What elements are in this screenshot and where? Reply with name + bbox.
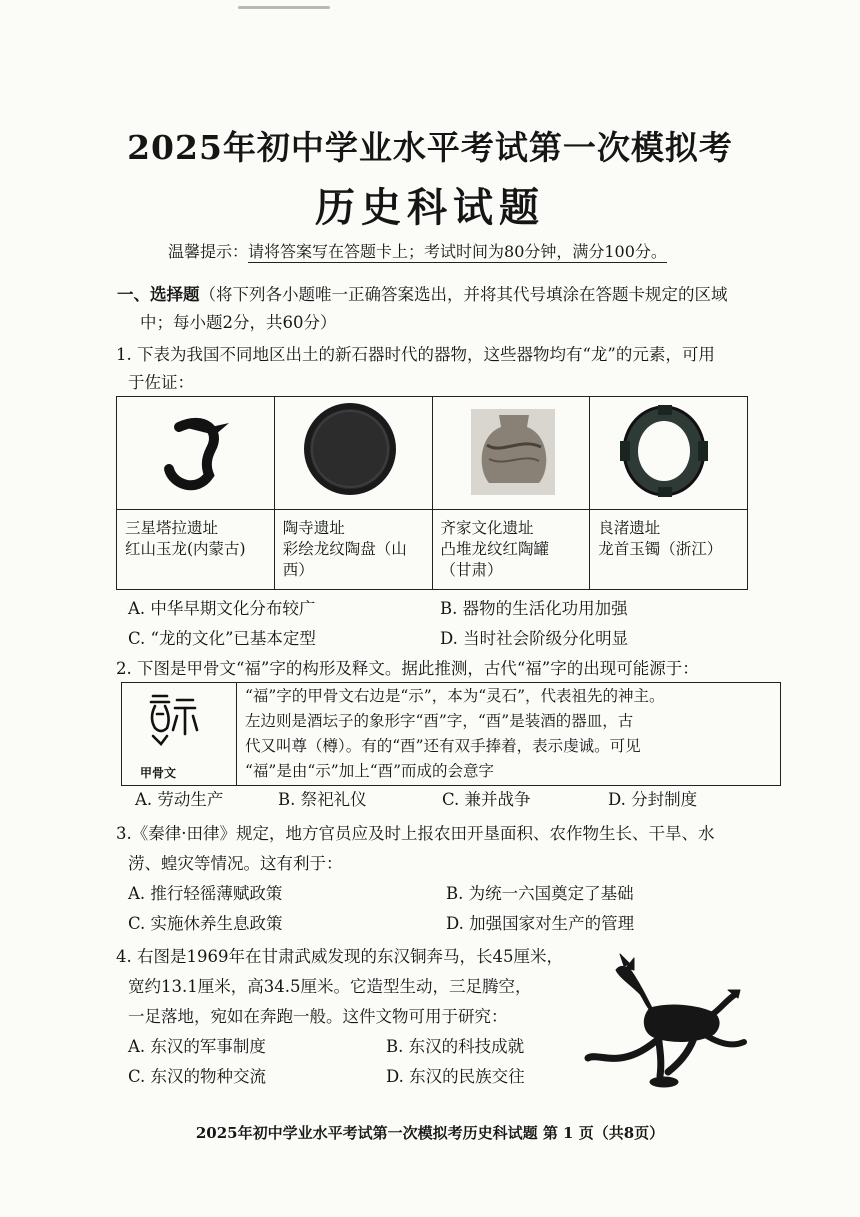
q1-caption-1 xyxy=(117,510,275,590)
tip-label: 温馨提示： xyxy=(168,242,249,261)
q1-caption-2-item: 彩绘龙纹陶盘（山 xyxy=(282,540,407,558)
oracle-bone-fu-glyph xyxy=(123,684,235,764)
scan-mark xyxy=(238,6,330,9)
q2-option-c: C. 兼并战争 xyxy=(442,790,531,809)
q1-cell-image-2 xyxy=(274,397,432,510)
q2-stem: 2. 下图是甲骨文“福”字的构形及释文。据此推测，古代“福”字的出现可能源于： xyxy=(116,659,699,678)
section-instruction-1: （将下列各小题唯一正确答案选出，并将其代号填涂在答题卡规定的区域 xyxy=(199,285,728,304)
q4-stem-line1: 4. 右图是1969年在甘肃武威发现的东汉铜奔马，长45厘米， xyxy=(116,947,563,966)
q3-stem-line2: 涝、蝗灾等情况。这有利于： xyxy=(128,854,343,873)
page-footer: 2025年初中学业水平考试第一次模拟考历史科试题 第 1 页（共8页） xyxy=(195,1124,665,1142)
q3-option-d: D. 加强国家对生产的管理 xyxy=(446,914,635,933)
q2-oracle-table xyxy=(121,682,781,786)
section-heading xyxy=(117,283,728,307)
q1-option-c: C. “龙的文化”已基本定型 xyxy=(128,629,316,648)
q1-option-d: D. 当时社会阶级分化明显 xyxy=(440,629,629,648)
q1-caption-2 xyxy=(274,510,432,590)
q4-option-d: D. 东汉的民族交往 xyxy=(386,1067,525,1086)
q1-caption-3-site: 齐家文化遗址 xyxy=(440,519,534,537)
q1-artifact-table xyxy=(116,396,748,590)
q3-option-b: B. 为统一六国奠定了基础 xyxy=(446,884,634,903)
q1-caption-2-region: 西） xyxy=(282,561,314,579)
q3-option-a: A. 推行轻徭薄赋政策 xyxy=(128,884,283,903)
q2-glyph-caption: 甲骨文 xyxy=(140,766,177,780)
q4-option-b: B. 东汉的科技成就 xyxy=(386,1037,525,1056)
q2-explanation xyxy=(237,683,781,786)
q1-cell-image-3 xyxy=(432,397,590,510)
q2-option-d: D. 分封制度 xyxy=(608,790,698,809)
q2-text-line: 代又叫尊（樽）。有的“酉”还有双手捧着，表示虔诚。可见 xyxy=(245,737,641,755)
bronze-galloping-horse-image xyxy=(580,950,750,1100)
q1-caption-4-site: 良渚遗址 xyxy=(598,519,661,537)
q1-stem-line1: 1. 下表为我国不同地区出土的新石器时代的器物，这些器物均有“龙”的元素，可用 xyxy=(116,345,715,364)
q1-caption-4-item: 龙首玉镯（浙江） xyxy=(598,540,723,558)
q2-option-a: A. 劳动生产 xyxy=(135,790,224,809)
q1-caption-3-item: 凸堆龙纹红陶罐 xyxy=(440,540,550,558)
q3-option-c: C. 实施休养生息政策 xyxy=(128,914,283,933)
q1-caption-1-site: 三星塔拉遗址 xyxy=(125,519,219,537)
q1-caption-3 xyxy=(432,510,590,590)
q3-stem-line1: 3.《秦律·田律》规定，地方官员应及时上报农田开垦面积、农作物生长、干旱、水 xyxy=(116,824,715,843)
q4-option-a: A. 东汉的军事制度 xyxy=(128,1037,266,1056)
jade-dragon-image xyxy=(117,397,277,509)
q4-stem-line3: 一足落地，宛如在奔跑一般。这件文物可用于研究： xyxy=(128,1007,508,1026)
exam-subtitle: 历史科试题 xyxy=(315,184,545,231)
jade-bracelet-image xyxy=(590,397,750,509)
q2-text-line: “福”是由“示”加上“酉”而成的会意字 xyxy=(245,762,495,780)
exam-title: 2025年初中学业水平考试第一次模拟考 xyxy=(127,128,733,167)
q4-stem-line2: 宽约13.1厘米，高34.5厘米。它造型生动，三足腾空， xyxy=(128,977,532,996)
q1-option-b: B. 器物的生活化功用加强 xyxy=(440,599,628,618)
q1-caption-2-site: 陶寺遗址 xyxy=(282,519,345,537)
q1-cell-image-1 xyxy=(117,397,275,510)
painted-plate-image xyxy=(275,397,435,509)
q1-option-a: A. 中华早期文化分布较广 xyxy=(128,599,316,618)
q4-option-c: C. 东汉的物种交流 xyxy=(128,1067,267,1086)
q1-cell-image-4 xyxy=(590,397,748,510)
q2-option-b: B. 祭祀礼仪 xyxy=(278,790,367,809)
q2-text-line: “福”字的甲骨文右边是“示”，本为“灵石”，代表祖先的神主。 xyxy=(245,687,665,705)
section-instruction-2: 中；每小题2分，共60分） xyxy=(140,313,337,332)
section-label: 一、选择题 xyxy=(117,285,200,304)
q1-caption-3-region: （甘肃） xyxy=(440,561,503,579)
q2-glyph-cell xyxy=(122,683,237,786)
q1-caption-4 xyxy=(590,510,748,590)
q1-stem-line2: 于佐证： xyxy=(128,373,194,392)
pottery-jar-image xyxy=(433,397,593,509)
tip-text: 请将答案写在答题卡上；考试时间为80分钟，满分100分。 xyxy=(248,242,667,261)
q2-text-line: 左边则是酒坛子的象形字“酉”字，“酉”是装酒的器皿，古 xyxy=(245,712,634,730)
q1-caption-1-item: 红山玉龙(内蒙古) xyxy=(125,540,246,558)
exam-tip xyxy=(168,239,667,262)
